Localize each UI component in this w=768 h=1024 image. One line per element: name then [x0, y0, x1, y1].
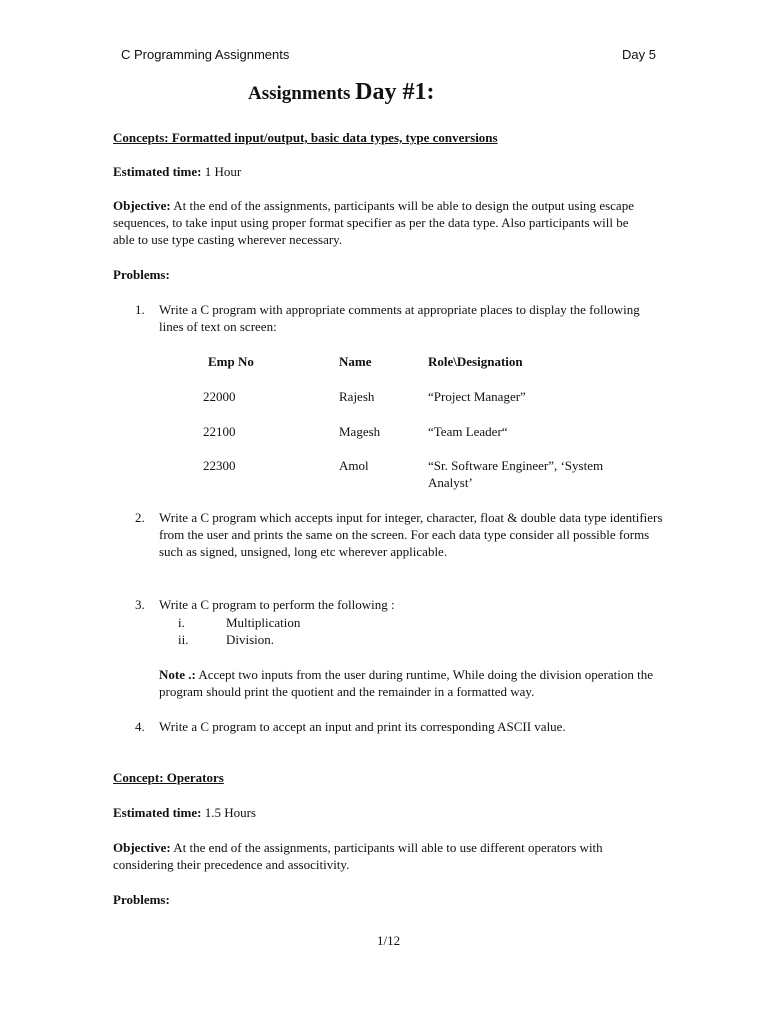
table-cell: “Project Manager”: [428, 389, 526, 404]
page-number: 1/12: [377, 933, 401, 948]
table-cell: Rajesh: [339, 389, 375, 404]
header-day: Day 5: [622, 47, 656, 62]
objective-text: At the end of the assignments, participants will be able to design the output using escape sequences, to take input using proper format specifier as per the data type. Also participants will be able to use type casting wherever necessary.: [113, 198, 634, 247]
estimated-time-2: [113, 804, 653, 821]
objective-label: Objective:: [113, 198, 171, 213]
problem-3-note: [159, 666, 664, 700]
table-cell: Magesh: [339, 424, 381, 439]
table-cell: 22100: [203, 424, 236, 439]
estimated-time-value: 1.5 Hours: [201, 805, 256, 820]
table-cell: “Sr. Software Engineer”, ‘System Analyst’: [428, 458, 604, 490]
objective-1: [113, 197, 653, 248]
table-cell: Amol: [339, 458, 369, 473]
header-title: C Programming Assignments: [121, 47, 290, 62]
table-cell: 22300: [203, 458, 236, 473]
problem-3-text: Write a C program to perform the following :: [159, 597, 395, 612]
table-header-role: Role\Designation: [428, 354, 523, 369]
page-title: [248, 79, 435, 105]
estimated-time-label: Estimated time:: [113, 805, 202, 820]
estimated-time-value: 1 Hour: [201, 164, 242, 179]
problem-2-text: Write a C program which accepts input for integer, character, float & double data type identifiers from the user and prints the same on the screen. For each data type consider all possible forms such as signed, unsigned, long etc wherever applicable.: [159, 510, 663, 559]
note-label: Note .:: [159, 667, 196, 682]
title-part2: Day #1:: [355, 79, 435, 105]
subitem-text: Multiplication: [226, 615, 301, 630]
problem-2-number: 2.: [135, 510, 145, 525]
estimated-time-label: Estimated time:: [113, 164, 202, 179]
subitem-text: Division.: [226, 632, 275, 647]
table-cell: “Team Leader“: [428, 424, 508, 439]
problem-4-number: 4.: [135, 719, 145, 734]
problems-heading-1: Problems:: [113, 267, 170, 282]
title-part1: Assignments: [248, 83, 356, 104]
problem-1-text: Write a C program with appropriate comments at appropriate places to display the following lines of text on screen:: [159, 302, 640, 334]
subitem-number: ii.: [178, 632, 189, 647]
problem-4-text: Write a C program to accept an input and print its corresponding ASCII value.: [159, 719, 566, 734]
objective-2: [113, 839, 653, 873]
subitem-number: i.: [178, 615, 185, 630]
problems-heading-2: Problems:: [113, 892, 170, 907]
note-text: Accept two inputs from the user during runtime, While doing the division operation the program should print the quotient and the remainder in a formatted way.: [159, 667, 654, 699]
objective-text: At the end of the assignments, participants will able to use different operators with considering their precedence and associtivity.: [113, 840, 603, 872]
objective-label: Objective:: [113, 840, 171, 855]
table-cell: 22000: [203, 389, 236, 404]
problem-1-number: 1.: [135, 302, 145, 317]
problem-3-number: 3.: [135, 597, 145, 612]
table-header-emp-no: Emp No: [208, 354, 254, 369]
concepts-heading: Concepts: Formatted input/output, basic data types, type conversions: [113, 130, 498, 145]
operators-heading: Concept: Operators: [113, 770, 224, 785]
table-header-name: Name: [339, 354, 372, 369]
estimated-time-1: [113, 163, 653, 180]
